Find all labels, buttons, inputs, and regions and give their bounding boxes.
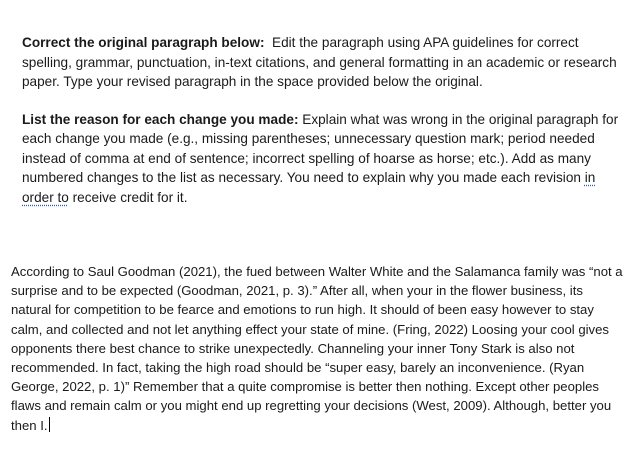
instructions-section: [22, 33, 626, 225]
correct-instruction-text: Edit the paragraph using APA guidelines for correct spelling, grammar, punctuation, in-text citations, and general formatting in an academic or research paper. Type your revised paragraph in the space provided below the original.: [22, 35, 621, 89]
correct-instruction-heading: Correct the original paragraph below: [22, 35, 260, 50]
correct-instruction-colon: :: [259, 35, 265, 50]
reasons-instruction-text-end: receive credit for it.: [68, 189, 188, 205]
original-paragraph[interactable]: [11, 262, 625, 435]
original-paragraph-text: According to Saul Goodman (2021), the fued between Walter White and the Salamanca family was “not a surprise and to be expected (Goodman, 2021, p. 3).” After all, when your in the flower business, its natural for competition to be fearce and emotions to run high. It should of been easy however to stay calm, and collected and not let anything effect your state of mine. (Fring, 2022) Loosing your cool gives opponents there best chance to strike unexpectedly. Channeling your inner Tony Stark is also not recommended. In fact, taking the high road should be “super easy, barely an inconvenience. (Ryan George, 2022, p. 1)” Remember that a quite compromise is better then nothing. Except other peoples flaws and remain calm or you might end up regretting your decisions (West, 2009). Although, better you then I.: [11, 264, 623, 433]
reasons-instruction-text: Explain what was wrong in the original paragraph for each change you made (e.g., missing parentheses; unnecessary question mark; period needed instead of comma at end of sentence; incorrect spelling of hoarse as horse; etc.). Add as many numbered changes to the list as necessary. You need to explain why you made each revision: [22, 111, 619, 185]
reasons-instruction-heading: List the reason for each change you made:: [22, 111, 299, 127]
reasons-instruction: [22, 110, 626, 208]
correct-instruction: [22, 33, 626, 92]
text-cursor: [49, 417, 50, 432]
grammar-flagged-phrase[interactable]: in order to: [22, 170, 596, 205]
